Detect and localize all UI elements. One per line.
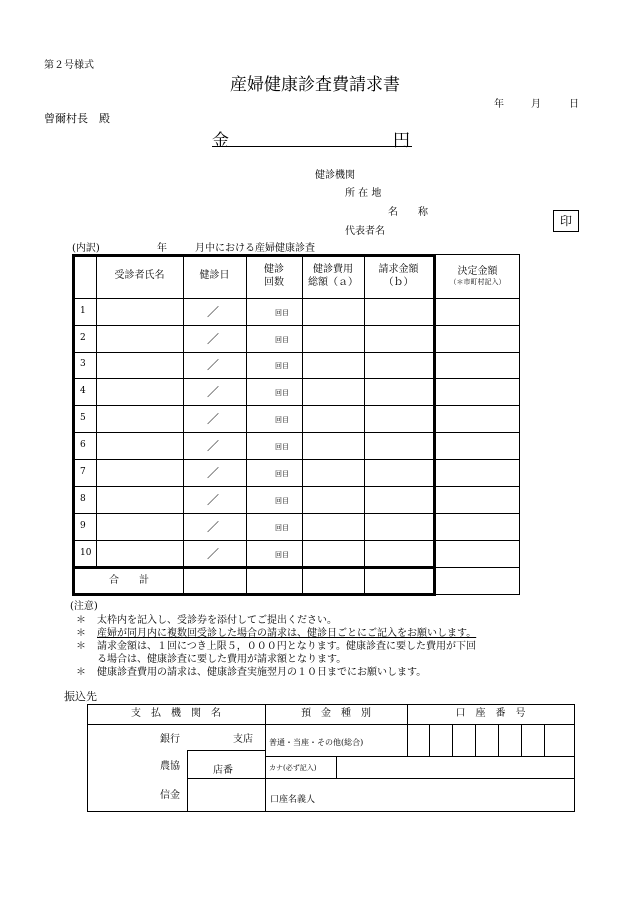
- claim-table: [72, 254, 520, 596]
- notes-heading: (注意): [70, 601, 98, 612]
- clinic-representative-label: 代表者名: [345, 226, 385, 237]
- row-number: 3: [80, 359, 86, 369]
- deposit-types: 普通・当座・その他(総合): [269, 738, 364, 747]
- date-slash: ／: [207, 520, 220, 534]
- row-number: 1: [80, 306, 86, 316]
- credit-union-label: 信金: [160, 790, 180, 801]
- clinic-name-label: 名 称: [388, 207, 428, 218]
- header-exam-cost-line2: 総額（ａ）: [308, 277, 358, 288]
- date-slash: ／: [207, 547, 220, 561]
- row-number: 9: [80, 521, 86, 531]
- row-number: 5: [80, 413, 86, 423]
- count-unit: 回目: [275, 362, 289, 370]
- header-exam-count: [246, 254, 302, 298]
- count-unit: 回目: [275, 551, 289, 559]
- row-number: 4: [80, 386, 86, 396]
- store-number-label: 店番: [213, 765, 233, 776]
- bank-label: 銀行: [160, 734, 180, 745]
- total-label: 合 計: [109, 575, 149, 587]
- date-slash: ／: [207, 412, 220, 426]
- breakdown-year: 年: [157, 243, 167, 254]
- date-slash: ／: [207, 358, 220, 372]
- transfer-heading: 振込先: [64, 690, 97, 703]
- row-number: 8: [80, 494, 86, 504]
- count-unit: 回目: [275, 497, 289, 505]
- header-exam-date: 健診日: [199, 270, 230, 282]
- form-number: 第２号様式: [44, 60, 94, 71]
- header-decided-amount-line1: 決定金額: [457, 265, 498, 277]
- count-unit: 回目: [275, 309, 289, 317]
- seal-box: 印: [553, 210, 579, 232]
- header-decided-amount: [436, 254, 519, 298]
- header-claim-amount: [364, 254, 433, 298]
- row-number: 2: [80, 333, 86, 343]
- header-patient-name: 受診者氏名: [114, 270, 165, 282]
- header-exam-cost: [302, 254, 364, 298]
- clinic-heading: 健診機関: [315, 170, 355, 181]
- count-unit: 回目: [275, 524, 289, 532]
- note-text: 請求金額は、１回につき上限５，０００円となります。健康診査に要した費用が下回: [97, 641, 476, 652]
- bank-table: [87, 704, 575, 812]
- branch-label: 支店: [233, 734, 253, 745]
- date-day: 日: [569, 99, 579, 110]
- agri-coop-label: 農協: [160, 761, 180, 772]
- count-unit: 回目: [275, 336, 289, 344]
- deposit-header: 預 金 種 別: [301, 708, 371, 720]
- header-exam-cost-line1: 健診費用: [313, 263, 353, 275]
- institution-header: 支 払 機 関 名: [131, 708, 221, 720]
- row-number: 10: [80, 548, 92, 558]
- amount-prefix: 金: [212, 131, 229, 151]
- addressee: 曾爾村長 殿: [44, 112, 110, 125]
- note-text: 健康診査費用の請求は、健康診査実施翌月の１０日までにお願いします。: [97, 667, 427, 678]
- date-slash: ／: [207, 466, 220, 480]
- header-decided-amount-line2: （＊市町村記入）: [449, 278, 506, 287]
- account-holder-label: 口座名義人: [270, 795, 316, 805]
- header-exam-count-line2: 回数: [264, 277, 284, 288]
- note-mark: ＊: [76, 641, 86, 652]
- page-title: 産婦健康診査費請求書: [230, 75, 400, 95]
- date-year: 年: [494, 99, 504, 110]
- account-header: 口 座 番 号: [455, 708, 526, 720]
- note-text: 産婦が同月内に複数回受診した場合の請求は、健診日ごとにご記入をお願いします。: [97, 628, 477, 639]
- note-text: 太枠内を記入し、受診券を添付してご提出ください。: [97, 615, 337, 626]
- header-claim-amount-line1: 請求金額: [378, 263, 419, 275]
- breakdown-label: (内訳): [72, 243, 100, 254]
- date-slash: ／: [207, 439, 220, 453]
- note-mark: ＊: [76, 628, 86, 639]
- date-slash: ／: [207, 332, 220, 346]
- row-number: 7: [80, 467, 86, 477]
- date-slash: ／: [207, 305, 220, 319]
- count-unit: 回目: [275, 443, 289, 451]
- breakdown-month-text: 月中における産婦健康診査: [195, 243, 315, 254]
- amount-suffix: 円: [393, 131, 410, 151]
- amount-field[interactable]: [212, 146, 412, 147]
- kana-label: カナ(必ず記入): [269, 764, 317, 772]
- note-text: る場合は、健康診査に要した費用が請求額となります。: [97, 654, 347, 665]
- date-month: 月: [531, 99, 541, 110]
- note-mark: ＊: [76, 667, 86, 678]
- note-mark: ＊: [76, 615, 86, 626]
- row-number: 6: [80, 440, 86, 450]
- clinic-address-label: 所 在 地: [345, 188, 382, 199]
- date-slash: ／: [207, 493, 220, 507]
- count-unit: 回目: [275, 416, 289, 424]
- count-unit: 回目: [275, 389, 289, 397]
- date-slash: ／: [207, 385, 220, 399]
- header-exam-count-line1: 健診: [264, 263, 284, 275]
- header-claim-amount-line2: （ｂ）: [383, 277, 414, 288]
- count-unit: 回目: [275, 470, 289, 478]
